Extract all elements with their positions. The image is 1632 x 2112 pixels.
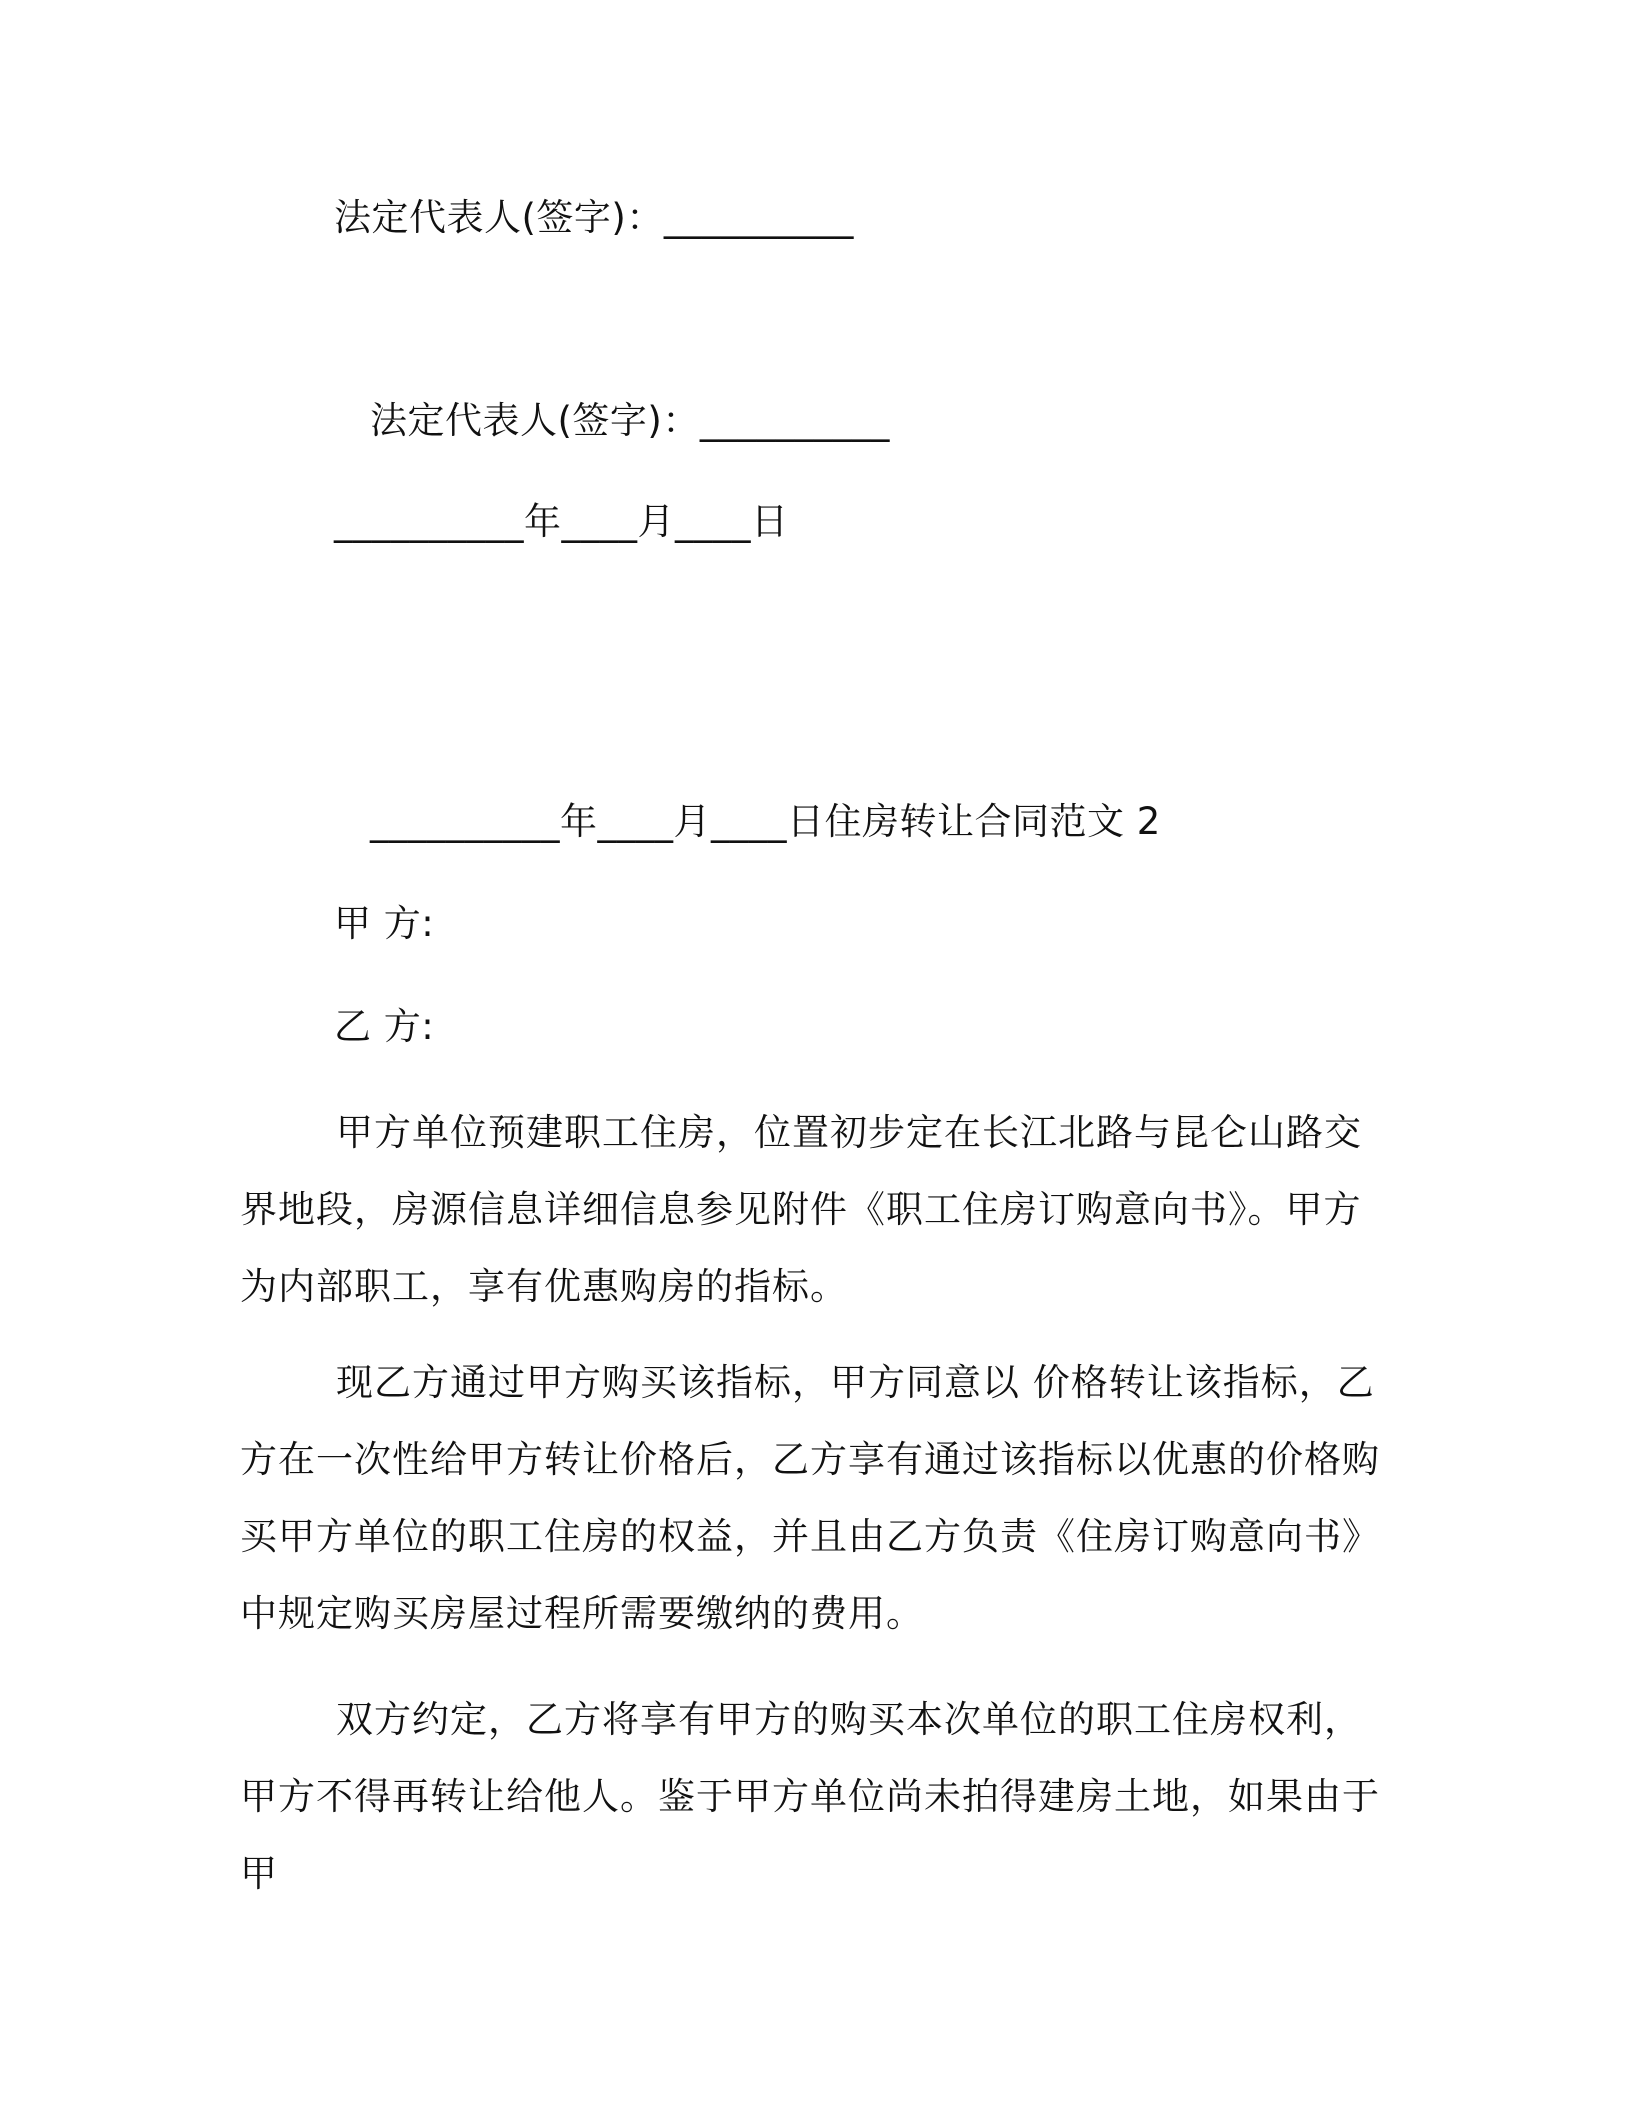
signature-line-1: 法定代表人(签字)：__________ <box>334 196 854 239</box>
signature-line-2: 法定代表人(签字)：__________ <box>370 399 890 442</box>
party-b-label: 乙 方: <box>334 1005 435 1048</box>
paragraph-2: 现乙方通过甲方购买该指标，甲方同意以 价格转让该指标，乙方在一次性给甲方转让价格后，乙方享有通过该指标以优惠的价格购买甲方单位的职工住房的权益，并且由乙方负责《住房订购意向书》中规定购买房屋过程所需要缴纳的费用。 <box>240 1361 1380 1635</box>
date-line: __________年____月____日 <box>334 500 789 543</box>
contract-title: __________年____月____日住房转让合同范文 2 <box>370 800 1161 843</box>
party-a-label: 甲 方: <box>334 902 435 945</box>
paragraph-3: 双方约定，乙方将享有甲方的购买本次单位的职工住房权利，甲方不得再转让给他人。鉴于甲方单位尚未拍得建房土地，如果由于甲 <box>240 1698 1380 1895</box>
paragraph-1: 甲方单位预建职工住房，位置初步定在长江北路与昆仑山路交界地段，房源信息详细信息参见附件《职工住房订购意向书》。甲方为内部职工，享有优惠购房的指标。 <box>240 1111 1362 1308</box>
